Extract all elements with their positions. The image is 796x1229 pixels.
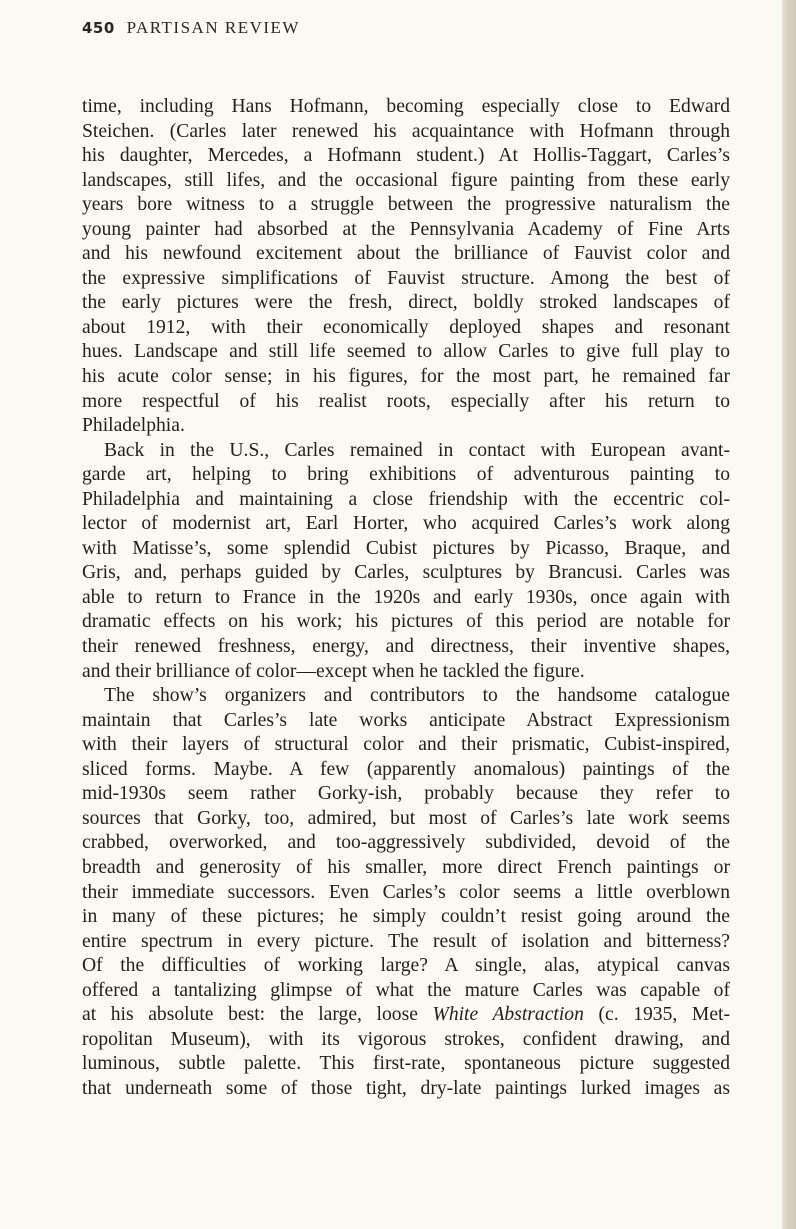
text-line: sliced forms. Maybe. A few (apparently anomalous) paintings of the [82, 758, 730, 780]
page-number: 450 [82, 19, 115, 37]
text-line: maintain that Carles’s late works anticipate Abstract Expressionism [82, 709, 730, 731]
text-line: Gris, and, perhaps guided by Carles, sculptures by Brancusi. Carles was [82, 562, 730, 584]
text-line: Of the difficulties of working large? A single, alas, atypical canvas [82, 955, 730, 977]
text-line: mid-1930s seem rather Gorky-ish, probably because they refer to [82, 783, 730, 805]
text-line: more respectful of his realist roots, especially after his return to [82, 390, 730, 412]
text-line: Philadelphia. [82, 415, 185, 437]
text-line: lector of modernist art, Earl Horter, who acquired Carles’s work along [82, 513, 730, 535]
text-line: entire spectrum in every picture. The result of isolation and bitterness? [82, 930, 730, 952]
text-line: in many of these pictures; he simply couldn’t resist going around the [82, 906, 730, 928]
artwork-title: White Abstraction [432, 1004, 584, 1026]
text-line: about 1912, with their economically deployed shapes and resonant [82, 316, 730, 338]
text-line: young painter had absorbed at the Pennsylvania Academy of Fine Arts [82, 218, 730, 240]
text-line: that underneath some of those tight, dry-late paintings lurked images as [82, 1077, 730, 1099]
page-edge [782, 0, 796, 1229]
text-line: years bore witness to a struggle between the progressive naturalism the [82, 194, 730, 216]
text-line: dramatic effects on his work; his pictures of this period are notable for [82, 611, 730, 633]
running-head [82, 18, 300, 38]
text-line: the early pictures were the fresh, direct, boldly stroked landscapes of [82, 292, 730, 314]
text-line: with their layers of structural color and their prismatic, Cubist-inspired, [82, 734, 730, 756]
text-line: Steichen. (Carles later renewed his acquaintance with Hofmann through [82, 120, 730, 142]
text-line: ropolitan Museum), with its vigorous strokes, confident drawing, and [82, 1028, 730, 1050]
text-line: the expressive simplifications of Fauvist structure. Among the best of [82, 267, 730, 289]
text-line: and their brilliance of color—except when he tackled the figure. [82, 660, 585, 682]
text-line: landscapes, still lifes, and the occasional figure painting from these early [82, 169, 730, 191]
text-line: his acute color sense; in his figures, for the most part, he remained far [82, 366, 730, 388]
paragraph-start-line: The show’s organizers and contributors to the handsome catalogue [104, 685, 730, 707]
body-text [82, 95, 730, 1101]
text-line: luminous, subtle palette. This first-rate, spontaneous picture suggested [82, 1053, 730, 1075]
text-line: and his newfound excitement about the brilliance of Fauvist color and [82, 243, 730, 265]
text-line: time, including Hans Hofmann, becoming especially close to Edward [82, 96, 730, 117]
text-line: his daughter, Mercedes, a Hofmann student.) At Hollis-Taggart, Carles’s [82, 145, 730, 167]
text-line: their renewed freshness, energy, and directness, their inventive shapes, [82, 636, 730, 658]
journal-title: PARTISAN REVIEW [126, 18, 300, 37]
paragraph-start-line: Back in the U.S., Carles remained in contact with European avant- [104, 439, 730, 461]
text-line: hues. Landscape and still life seemed to allow Carles to give full play to [82, 341, 730, 363]
text-line: Philadelphia and maintaining a close friendship with the eccentric col- [82, 488, 730, 510]
text-line: their immediate successors. Even Carles’s color seems a little overblown [82, 881, 730, 903]
text-line-with-italic-title: at his absolute best: the large, loose White Abstraction (c. 1935, Met- [82, 1004, 730, 1026]
text-line: offered a tantalizing glimpse of what the mature Carles was capable of [82, 979, 730, 1001]
text-line: sources that Gorky, too, admired, but most of Carles’s late work seems [82, 807, 730, 829]
text-line: crabbed, overworked, and too-aggressively subdivided, devoid of the [82, 832, 730, 854]
text-line: garde art, helping to bring exhibitions of adventurous painting to [82, 464, 730, 486]
text-line: breadth and generosity of his smaller, more direct French paintings or [82, 856, 730, 878]
text-line: able to return to France in the 1920s and early 1930s, once again with [82, 586, 730, 608]
text-line: with Matisse’s, some splendid Cubist pictures by Picasso, Braque, and [82, 537, 730, 559]
